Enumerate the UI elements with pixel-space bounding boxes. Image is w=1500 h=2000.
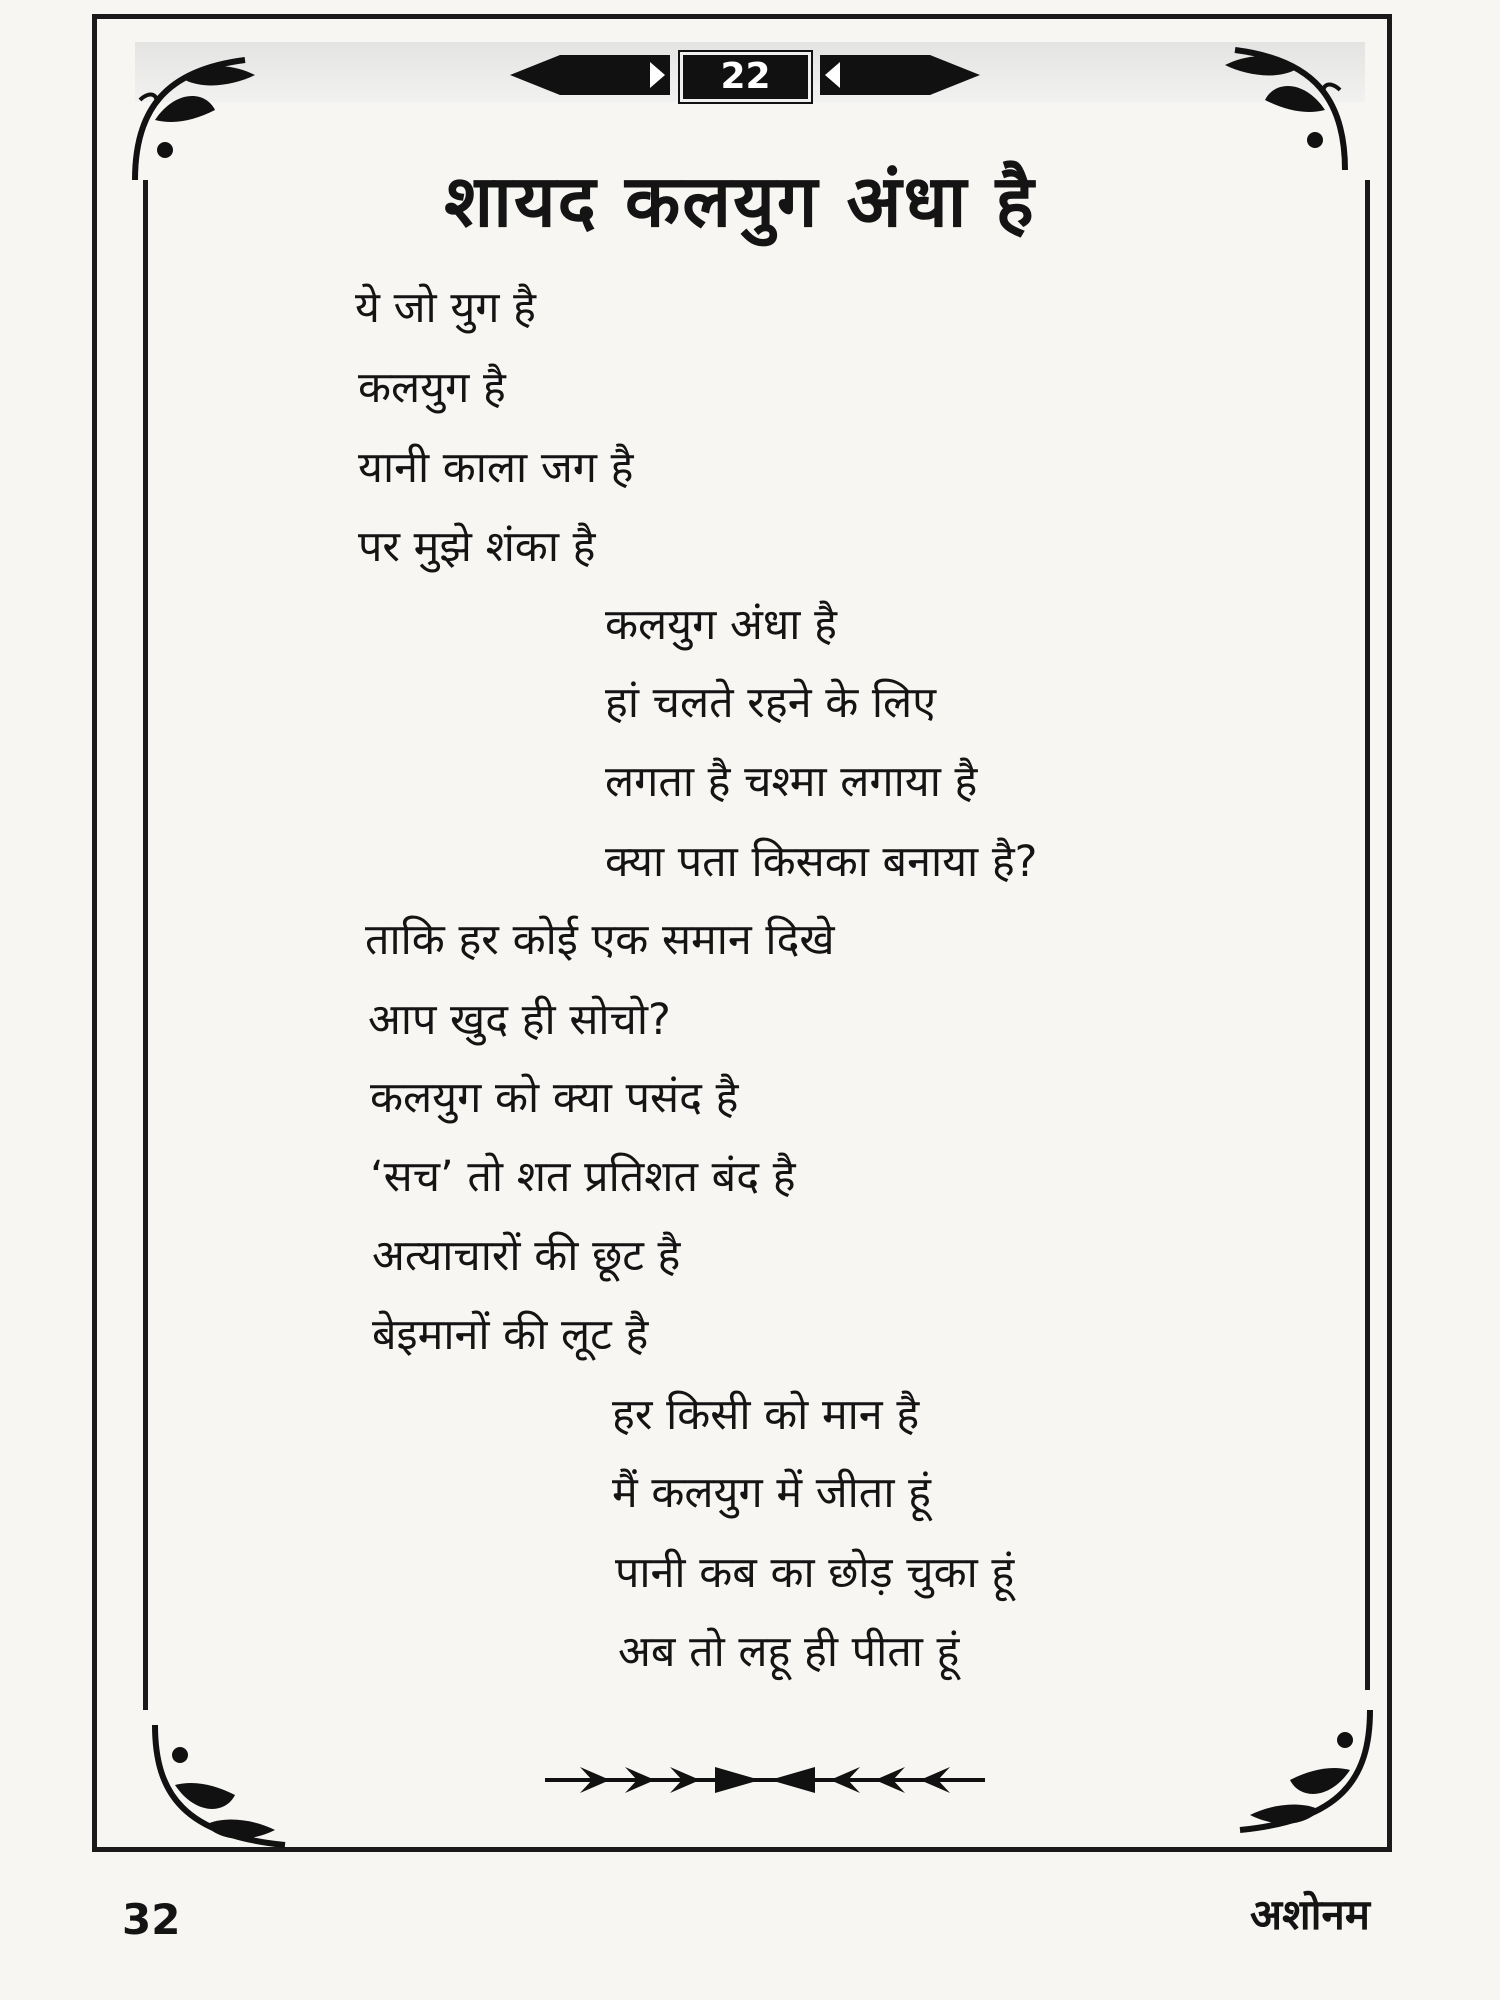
poem-line: हर किसी को मान है [612,1390,920,1440]
poem-line: मैं कलयुग में जीता हूं [612,1468,931,1518]
poem-line: आप खुद ही सोचो? [368,995,671,1045]
poem-line: पानी कब का छोड़ चुका हूं [615,1548,1015,1598]
page-number: 32 [122,1895,181,1944]
bottom-ornament-icon [540,1755,990,1805]
poem-line: यानी काला जग है [358,443,634,493]
poem-line: पर मुझे शंका है [358,522,596,572]
poem-line: क्या पता किसका बनाया है? [605,837,1038,887]
poem-line: कलयुग है [358,363,506,413]
poem-line: ये जो युग है [355,283,536,333]
corner-flourish-icon [1230,1700,1380,1840]
poem-line: अब तो लहू ही पीता हूं [618,1627,960,1677]
poem-number-badge: 22 [680,52,811,102]
poem-title: शायद कलयुग अंधा है [444,159,1036,243]
poem-line: लगता है चश्मा लगाया है [605,757,978,807]
corner-flourish-icon [145,1715,295,1855]
poem-line: कलयुग को क्या पसंद है [370,1073,739,1123]
poem-line: कलयुग अंधा है [605,600,837,650]
poem-line: ‘सच’ तो शत प्रतिशत बंद है [370,1152,796,1202]
poem-line: हां चलते रहने के लिए [605,678,936,728]
book-name: अशोनम [1250,1890,1370,1939]
poem-line: ताकि हर कोई एक समान दिखे [365,915,835,965]
poem-line: बेइमानों की लूट है [372,1310,649,1360]
poem-line: अत्याचारों की छूट है [372,1231,681,1281]
